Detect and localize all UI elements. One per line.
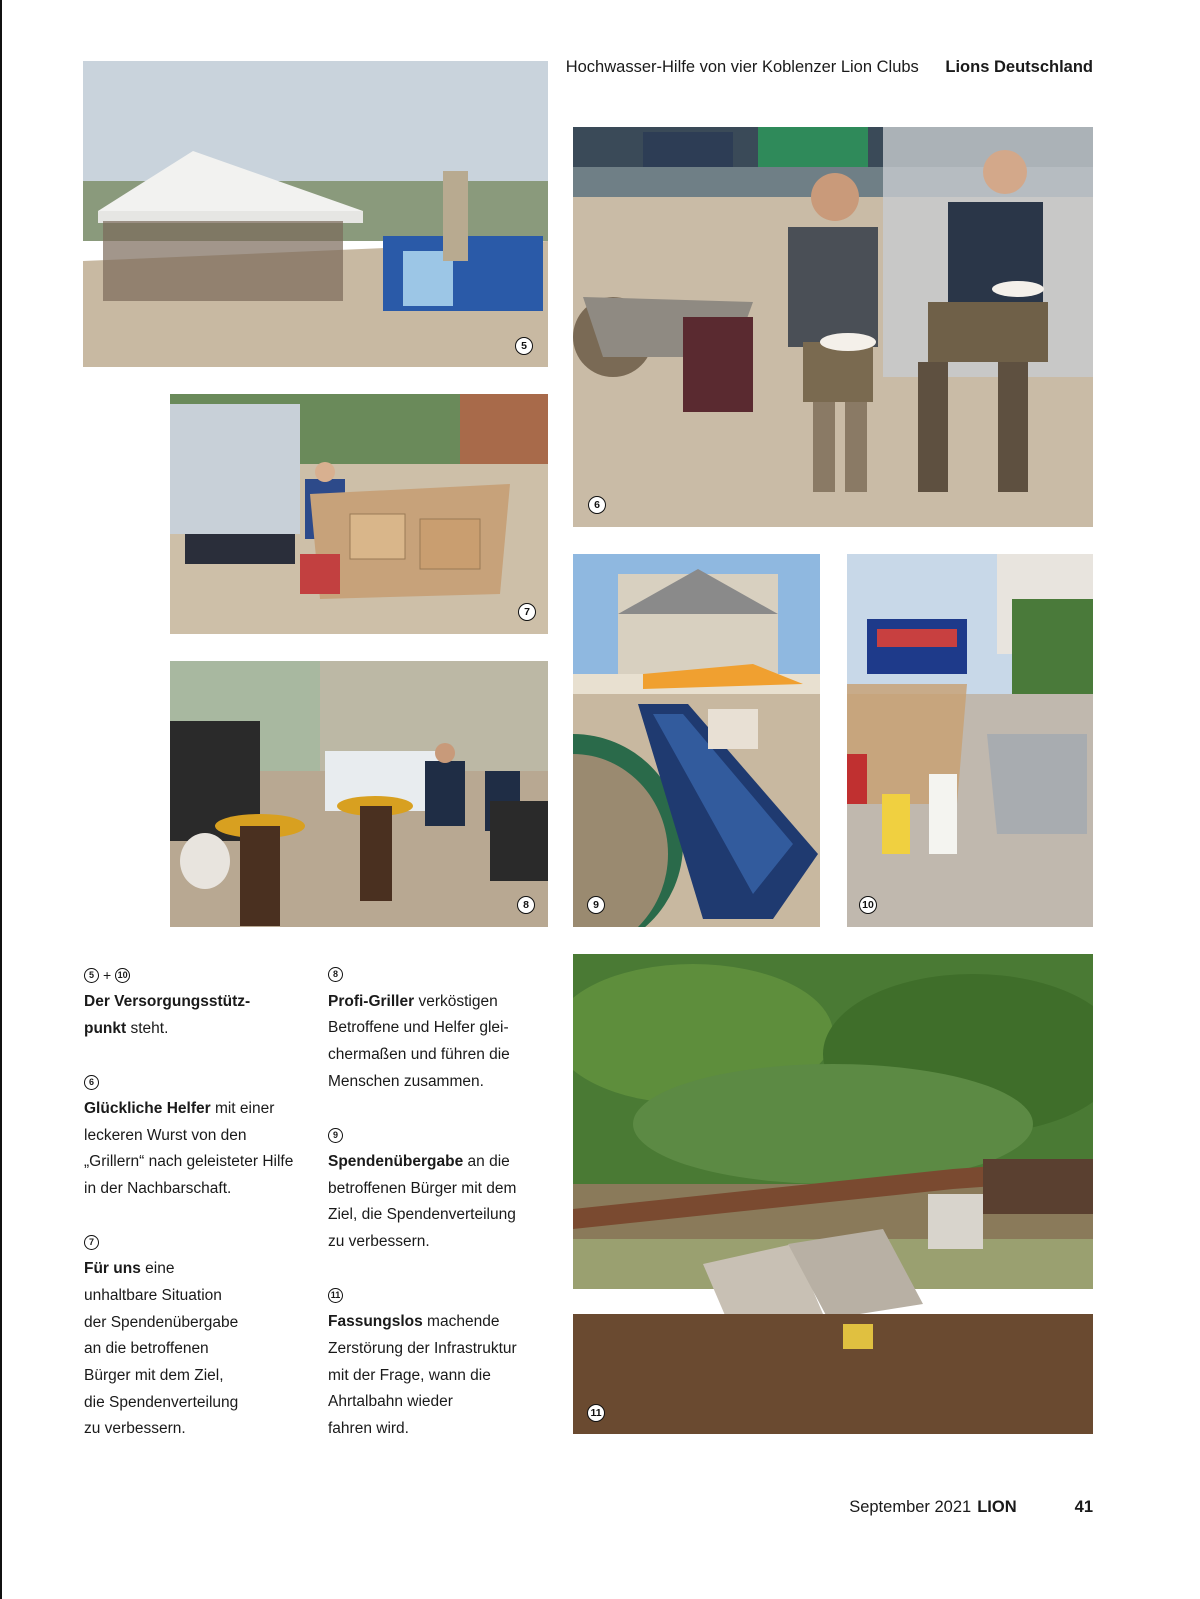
- caption-bold: Für uns: [84, 1260, 141, 1278]
- photo-donation-handover: [573, 554, 820, 927]
- caption-plus: +: [103, 967, 112, 983]
- running-header: [566, 58, 1093, 77]
- caption-text: der Spendenübergabe: [84, 1313, 239, 1331]
- caption-number: 10: [115, 968, 130, 983]
- page-footer: [849, 1498, 1093, 1517]
- caption-text: chermaßen und führen die: [328, 1046, 510, 1064]
- page-number: 41: [1074, 1498, 1093, 1516]
- caption-text: eine: [140, 1260, 175, 1278]
- caption-number: 8: [328, 967, 343, 982]
- caption-column-left: [84, 962, 316, 1443]
- caption-text: an die: [463, 1152, 510, 1170]
- caption-text: unhaltbare Situation: [84, 1286, 222, 1304]
- caption-text: betroffenen Bürger mit dem: [328, 1179, 517, 1197]
- caption-text: machende: [422, 1313, 500, 1331]
- caption-text: Bürger mit dem Ziel,: [84, 1366, 224, 1384]
- caption-text: verköstigen: [414, 992, 498, 1010]
- caption-text: zu verbessern.: [328, 1233, 430, 1251]
- caption-text: an die betroffenen: [84, 1340, 209, 1358]
- caption-text: die Spendenverteilung: [84, 1393, 239, 1411]
- caption-8: [328, 962, 543, 1096]
- caption-text: „Grillern“ nach geleisteter Hilfe: [84, 1153, 294, 1171]
- caption-11: [328, 1282, 543, 1442]
- photo-number-badge: 7: [518, 603, 536, 621]
- caption-number: 6: [84, 1075, 99, 1090]
- caption-number: 11: [328, 1288, 343, 1303]
- caption-6: [84, 1069, 316, 1203]
- caption-text: Betroffene und Helfer glei-: [328, 1019, 509, 1037]
- photo-number-badge: 6: [588, 496, 606, 514]
- caption-column-right: [328, 962, 543, 1443]
- caption-number: 9: [328, 1128, 343, 1143]
- photo-number-badge: 9: [587, 896, 605, 914]
- caption-text: mit einer: [210, 1099, 275, 1117]
- caption-text: Menschen zusammen.: [328, 1072, 484, 1090]
- footer-magazine-name: LION: [977, 1498, 1017, 1516]
- photo-supply-tools: [847, 554, 1093, 927]
- photo-supply-tents: [83, 61, 548, 367]
- photo-donation-boxes: [170, 394, 548, 634]
- caption-text: zu verbessern.: [84, 1420, 186, 1438]
- header-subtitle: Hochwasser-Hilfe von vier Koblenzer Lion Clubs: [565, 58, 919, 76]
- caption-number: 7: [84, 1235, 99, 1250]
- photo-pro-grillers: [170, 661, 548, 927]
- caption-text: mit der Frage, wann die: [328, 1366, 491, 1384]
- caption-bold: Der Versorgungsstütz-: [84, 993, 251, 1011]
- caption-text: Ziel, die Spendenverteilung: [328, 1206, 516, 1224]
- caption-text: in der Nachbarschaft.: [84, 1180, 232, 1198]
- caption-text: Ahrtalbahn wieder: [328, 1393, 453, 1411]
- caption-bold: Fassungslos: [328, 1313, 423, 1331]
- photo-number-badge: 8: [517, 896, 535, 914]
- caption-bold: Glückliche Helfer: [84, 1099, 211, 1117]
- photo-happy-helpers: [573, 127, 1093, 527]
- caption-number: 5: [84, 968, 99, 983]
- photo-destroyed-bridge: [573, 954, 1093, 1434]
- caption-5-10: [84, 962, 316, 1043]
- caption-text: steht.: [126, 1019, 169, 1037]
- caption-bold: Profi-Griller: [328, 992, 415, 1010]
- photo-number-badge: 10: [859, 896, 877, 914]
- caption-text: fahren wird.: [328, 1419, 409, 1437]
- photo-number-badge: 5: [515, 337, 533, 355]
- caption-text: leckeren Wurst von den: [84, 1126, 247, 1144]
- caption-9: [328, 1122, 543, 1256]
- page-edge-rule: [0, 0, 2, 1599]
- photo-number-badge: 11: [587, 1404, 605, 1422]
- header-brand: Lions Deutschland: [945, 58, 1093, 76]
- footer-issue-date: September 2021: [849, 1498, 972, 1516]
- caption-7: [84, 1229, 316, 1443]
- caption-bold: punkt: [84, 1019, 127, 1037]
- caption-text: Zerstörung der Infrastruktur: [328, 1339, 517, 1357]
- caption-bold: Spendenübergabe: [328, 1152, 464, 1170]
